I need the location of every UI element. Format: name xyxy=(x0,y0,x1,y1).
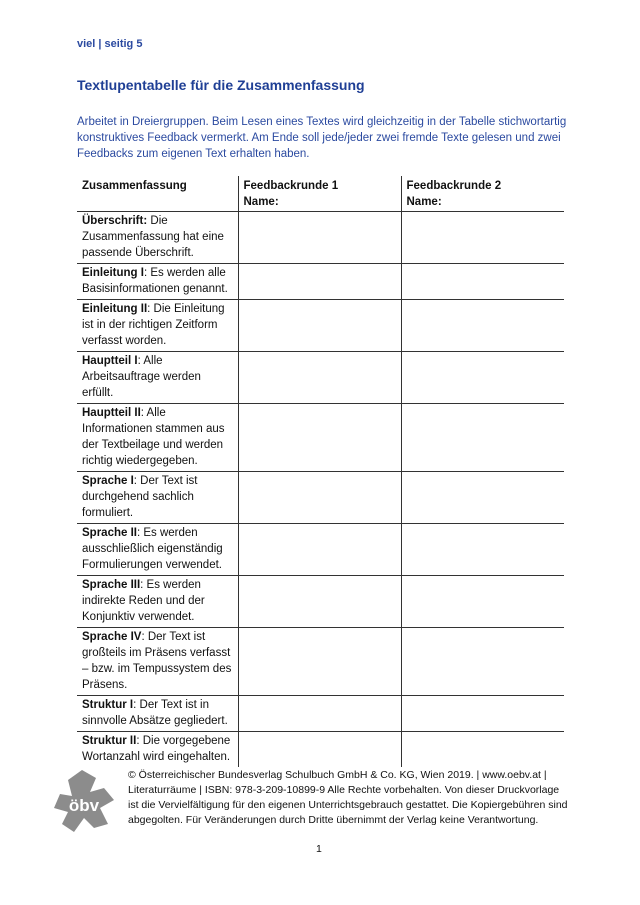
feedback-cell-round-2[interactable] xyxy=(401,472,564,524)
column-header-sub: Name: xyxy=(406,196,442,208)
feedback-cell-round-2[interactable] xyxy=(401,524,564,576)
column-header-title: Feedbackrunde 2 xyxy=(406,180,502,192)
criterion-text: : Der Text ist großteils im Präsens verfasst – bzw. im Tempussystem des Präsens. xyxy=(82,631,232,691)
table-row xyxy=(77,404,564,472)
criterion-text: : Alle Arbeitsauftrage werden erfüllt. xyxy=(82,355,201,399)
criterion-text: : Es werden alle Basisinformationen genannt. xyxy=(82,267,228,295)
feedback-cell-round-1[interactable] xyxy=(238,352,401,404)
criterion-cell xyxy=(77,576,238,628)
table-row xyxy=(77,696,564,732)
feedback-cell-round-2[interactable] xyxy=(401,576,564,628)
criterion-label: Sprache III xyxy=(82,579,141,591)
table-row xyxy=(77,576,564,628)
table-row xyxy=(77,264,564,300)
feedback-cell-round-2[interactable] xyxy=(401,404,564,472)
intro-text: Arbeitet in Dreiergruppen. Beim Lesen eines Textes wird gleichzeitig in der Tabelle stichwortartig konstruktives Feedback vermerkt. Am Ende soll jede/jeder zwei fremde Texte gelesen und zwei Feedbacks zum eigenen Text erhalten haben. xyxy=(77,116,567,160)
feedback-cell-round-1[interactable] xyxy=(238,300,401,352)
criterion-cell xyxy=(77,628,238,696)
criterion-cell xyxy=(77,264,238,300)
column-header-title: Zusammenfassung xyxy=(82,180,187,192)
criterion-label: Hauptteil I xyxy=(82,355,138,367)
feedback-cell-round-1[interactable] xyxy=(238,628,401,696)
criterion-text: : Der Text ist durchgehend sachlich formuliert. xyxy=(82,475,198,519)
feedback-cell-round-1[interactable] xyxy=(238,696,401,732)
feedback-cell-round-2[interactable] xyxy=(401,732,564,768)
copyright-text: © Österreichischer Bundesverlag Schulbuch GmbH & Co. KG, Wien 2019. | www.oebv.at | Literaturräume | ISBN: 978-3-209-10899-9 Alle Rechte vorbehalten. Von dieser Druckvorlage ist die Vervielfältigung für den eigenen Unterrichtsgebrauch gestattet. Die Kopiergebühren sind abgegolten. Für Veränderungen durch Dritte übernimmt der Verlag keine Verantwortung. xyxy=(128,769,568,826)
column-header-sub: Name: xyxy=(243,196,279,208)
criterion-text: : Der Text ist in sinnvolle Absätze gegliedert. xyxy=(82,699,228,727)
table-body xyxy=(77,212,564,768)
criterion-text: : Die Einleitung ist in der richtigen Zeitform verfasst worden. xyxy=(82,303,225,347)
feedback-cell-round-2[interactable] xyxy=(401,264,564,300)
feedback-cell-round-2[interactable] xyxy=(401,696,564,732)
header-tag: viel | seitig 5 xyxy=(77,38,143,50)
feedback-cell-round-1[interactable] xyxy=(238,472,401,524)
criterion-label: Sprache IV xyxy=(82,631,142,643)
table-header-row xyxy=(77,176,564,212)
feedback-cell-round-1[interactable] xyxy=(238,524,401,576)
criterion-text: : Alle Informationen stammen aus der Textbeilage und werden richtig wiedergegeben. xyxy=(82,407,225,467)
criterion-cell xyxy=(77,696,238,732)
table-row xyxy=(77,524,564,576)
feedback-cell-round-1[interactable] xyxy=(238,404,401,472)
criterion-cell xyxy=(77,472,238,524)
criterion-cell xyxy=(77,352,238,404)
feedback-cell-round-2[interactable] xyxy=(401,212,564,264)
feedback-cell-round-2[interactable] xyxy=(401,352,564,404)
page-title: Textlupentabelle für die Zusammenfassung xyxy=(77,77,365,93)
criterion-label: Hauptteil II xyxy=(82,407,141,419)
criterion-cell xyxy=(77,404,238,472)
criterion-label: Struktur I xyxy=(82,699,134,711)
criterion-label: Einleitung II xyxy=(82,303,148,315)
criterion-text: : Es werden indirekte Reden und der Konjunktiv verwendet. xyxy=(82,579,205,623)
feedback-cell-round-2[interactable] xyxy=(401,300,564,352)
logo-text: öbv xyxy=(68,796,100,815)
table-row xyxy=(77,472,564,524)
criterion-label: Struktur II xyxy=(82,735,137,747)
criterion-text: : Es werden ausschließlich eigenständig Formulierungen verwendet. xyxy=(82,527,223,571)
criterion-cell xyxy=(77,300,238,352)
page-number: 1 xyxy=(316,843,322,855)
column-header xyxy=(77,176,238,212)
criterion-cell xyxy=(77,212,238,264)
column-header-title: Feedbackrunde 1 xyxy=(243,180,339,192)
feedback-table xyxy=(77,176,564,767)
column-header xyxy=(401,176,564,212)
criterion-text: Die Zusammenfassung hat eine passende Überschrift. xyxy=(82,215,224,259)
table-row xyxy=(77,300,564,352)
feedback-cell-round-1[interactable] xyxy=(238,212,401,264)
table-row xyxy=(77,212,564,264)
table-row xyxy=(77,732,564,768)
criterion-label: Einleitung I xyxy=(82,267,144,279)
criterion-label: Sprache I xyxy=(82,475,134,487)
oebv-logo xyxy=(52,768,116,838)
criterion-cell xyxy=(77,524,238,576)
table-row xyxy=(77,352,564,404)
criterion-text: : Die vorgegebene Wortanzahl wird eingehalten. xyxy=(82,735,231,763)
table-row xyxy=(77,628,564,696)
column-header xyxy=(238,176,401,212)
feedback-cell-round-1[interactable] xyxy=(238,576,401,628)
feedback-cell-round-2[interactable] xyxy=(401,628,564,696)
feedback-cell-round-1[interactable] xyxy=(238,732,401,768)
criterion-label: Sprache II xyxy=(82,527,137,539)
criterion-cell xyxy=(77,732,238,768)
feedback-cell-round-1[interactable] xyxy=(238,264,401,300)
criterion-label: Überschrift: xyxy=(82,215,148,227)
